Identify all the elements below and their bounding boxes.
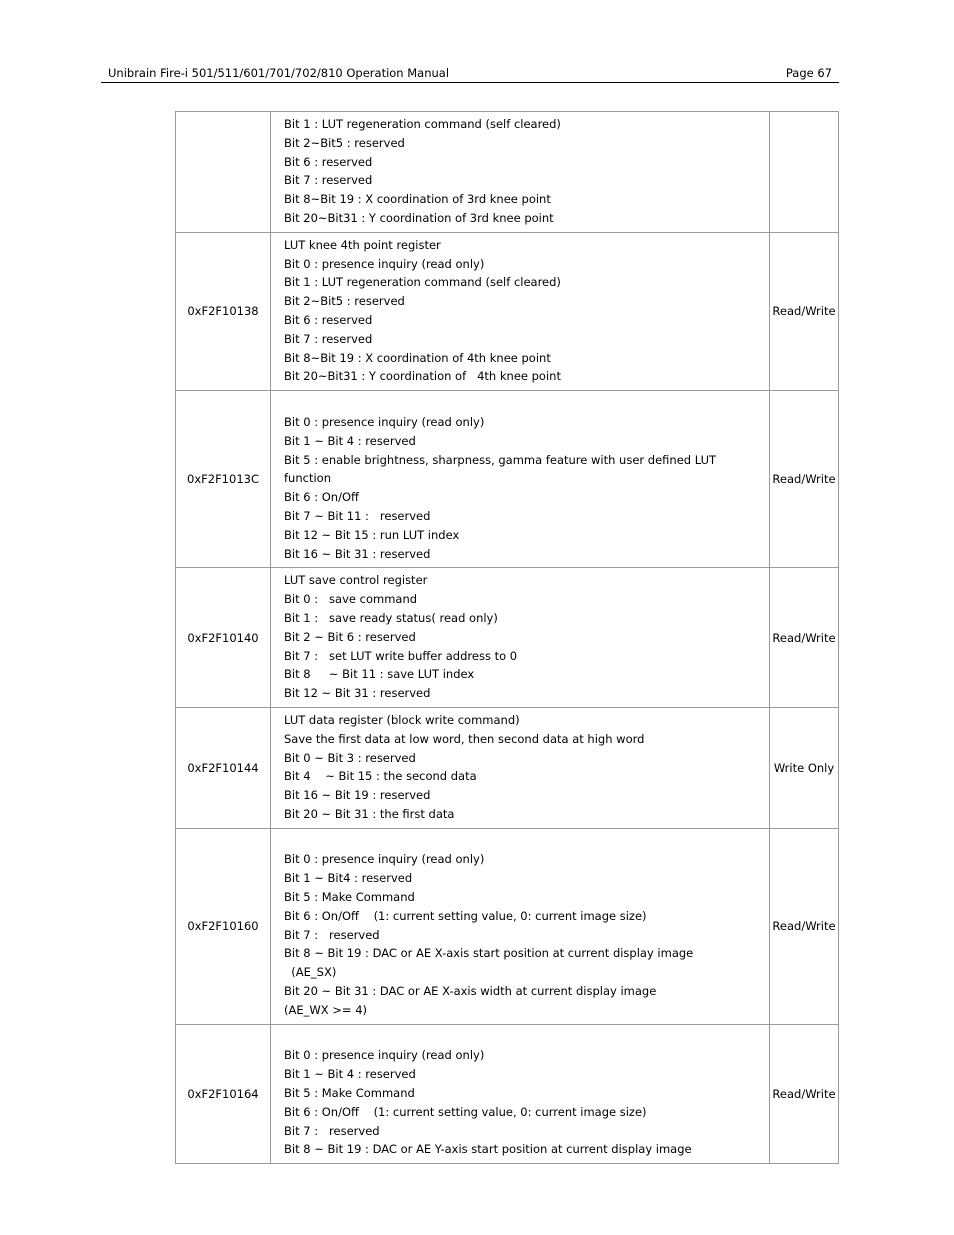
- register-address: 0xF2F10140: [176, 568, 271, 708]
- description-line: Bit 16 ~ Bit 31 : reserved: [284, 546, 431, 561]
- description-line: Bit 1 : LUT regeneration command (self cleared): [284, 275, 561, 290]
- register-row: [176, 707, 839, 828]
- description-line: Bit 8 ~ Bit 19 : DAC or AE X-axis start position at current display image: [284, 946, 694, 961]
- register-description: [271, 828, 770, 1024]
- register-address: 0xF2F1013C: [176, 391, 271, 568]
- register-access: Read/Write: [770, 568, 839, 708]
- description-line: [284, 394, 769, 413]
- register-access: Read/Write: [770, 232, 839, 390]
- register-access: Read/Write: [770, 828, 839, 1024]
- description-line: Bit 2 ~ Bit 6 : reserved: [284, 629, 416, 644]
- page-header: [101, 64, 839, 83]
- description-line: [284, 832, 769, 851]
- description-line: Bit 0 : presence inquiry (read only): [284, 852, 485, 867]
- description-line: Bit 1 ~ Bit4 : reserved: [284, 871, 413, 886]
- description-line: Bit 5 : Make Command: [284, 890, 415, 905]
- register-access: Write Only: [770, 707, 839, 828]
- description-line: Bit 1 : LUT regeneration command (self cleared): [284, 117, 561, 131]
- description-line: Bit 0 : presence inquiry (read only): [284, 256, 485, 271]
- description-line: Bit 20 ~ Bit 31 : DAC or AE X-axis width at current display image: [284, 984, 657, 999]
- register-description: [271, 707, 770, 828]
- description-line: Bit 8~Bit 19 : X coordination of 4th knee point: [284, 350, 551, 365]
- description-line: Bit 2~Bit5 : reserved: [284, 294, 405, 309]
- description-line: Bit 6 : reserved: [284, 312, 373, 327]
- register-access: [770, 112, 839, 233]
- description-line: Bit 6 : reserved: [284, 154, 373, 169]
- register-address: 0xF2F10160: [176, 828, 271, 1024]
- register-address: 0xF2F10144: [176, 707, 271, 828]
- description-line: Bit 7 ~ Bit 11 : reserved: [284, 508, 431, 523]
- document-title: Unibrain Fire-i 501/511/601/701/702/810 Operation Manual: [108, 66, 450, 80]
- description-line: Bit 7 : reserved: [284, 1123, 380, 1138]
- description-line: LUT knee 4th point register: [284, 237, 441, 252]
- description-line: LUT data register (block write command): [284, 712, 520, 727]
- description-line: Bit 8 ~ Bit 19 : DAC or AE Y-axis start position at current display image: [284, 1142, 692, 1157]
- description-line: Bit 8~Bit 19 : X coordination of 3rd knee point: [284, 192, 551, 207]
- description-line: Bit 0 ~ Bit 3 : reserved: [284, 750, 416, 765]
- register-address: [176, 112, 271, 233]
- register-table: [175, 111, 839, 1164]
- description-line: Bit 7 : reserved: [284, 927, 380, 942]
- register-access: Read/Write: [770, 391, 839, 568]
- description-line: (AE_SX): [284, 965, 337, 980]
- register-description: [271, 1024, 770, 1164]
- description-line: Bit 1 ~ Bit 4 : reserved: [284, 433, 416, 448]
- register-row: [176, 828, 839, 1024]
- description-line: Bit 4 ~ Bit 15 : the second data: [284, 769, 477, 784]
- description-line: function: [284, 471, 331, 486]
- description-line: Bit 0 : presence inquiry (read only): [284, 1048, 485, 1063]
- description-line: Bit 0 : presence inquiry (read only): [284, 414, 485, 429]
- description-line: Bit 1 ~ Bit 4 : reserved: [284, 1067, 416, 1082]
- description-line: Bit 0 : save command: [284, 592, 418, 607]
- description-line: Save the first data at low word, then second data at high word: [284, 731, 645, 746]
- description-line: Bit 7 : set LUT write buffer address to 0: [284, 648, 518, 663]
- register-row: [176, 391, 839, 568]
- description-line: Bit 16 ~ Bit 19 : reserved: [284, 788, 431, 803]
- description-line: Bit 6 : On/Off: [284, 490, 359, 505]
- description-line: Bit 7 : reserved: [284, 331, 373, 346]
- description-line: Bit 12 ~ Bit 15 : run LUT index: [284, 527, 460, 542]
- register-row: [176, 1024, 839, 1164]
- register-access: Read/Write: [770, 1024, 839, 1164]
- register-row: [176, 112, 839, 233]
- page-number: Page 67: [785, 66, 832, 80]
- description-line: Bit 20 ~ Bit 31 : the first data: [284, 806, 455, 821]
- description-line: Bit 7 : reserved: [284, 173, 373, 188]
- description-line: Bit 6 : On/Off (1: current setting value, 0: current image size): [284, 908, 647, 923]
- description-line: LUT save control register: [284, 573, 428, 588]
- register-address: 0xF2F10138: [176, 232, 271, 390]
- description-line: [284, 1028, 769, 1047]
- register-row: [176, 232, 839, 390]
- register-description: [271, 391, 770, 568]
- description-line: (AE_WX >= 4): [284, 1002, 368, 1017]
- description-line: Bit 6 : On/Off (1: current setting value, 0: current image size): [284, 1104, 647, 1119]
- description-line: Bit 20~Bit31 : Y coordination of 3rd knee point: [284, 210, 554, 225]
- description-line: Bit 20~Bit31 : Y coordination of 4th knee point: [284, 369, 561, 384]
- description-line: Bit 2~Bit5 : reserved: [284, 135, 405, 150]
- description-line: Bit 1 : save ready status( read only): [284, 610, 498, 625]
- register-row: [176, 568, 839, 708]
- register-description: [271, 568, 770, 708]
- description-line: Bit 5 : Make Command: [284, 1086, 415, 1101]
- description-line: Bit 5 : enable brightness, sharpness, gamma feature with user defined LUT: [284, 452, 717, 467]
- description-line: Bit 12 ~ Bit 31 : reserved: [284, 686, 431, 701]
- description-line: Bit 8 ~ Bit 11 : save LUT index: [284, 667, 475, 682]
- register-description: [271, 232, 770, 390]
- register-address: 0xF2F10164: [176, 1024, 271, 1164]
- register-description: [271, 112, 770, 233]
